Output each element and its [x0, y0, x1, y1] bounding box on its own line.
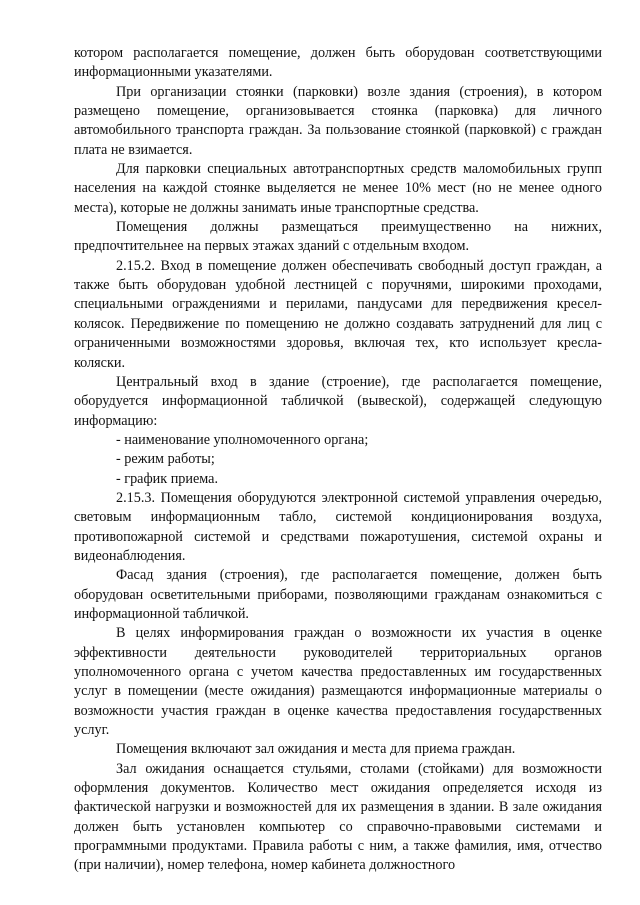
paragraph-2-15-2: 2.15.2. Вход в помещение должен обеспечивать свободный доступ граждан, а также быть оборудован удобной лестницей с поручнями, широкими проходами, специальными ограждениями и перилами, пандусами для передвижения кресел-колясок. Передвижение по помещению не должно создавать затруднений для лиц с ограниченными возможностями здоровья, включая тех, кто использует кресла-коляски. [74, 257, 602, 371]
paragraph-informing: В целях информирования граждан о возможности их участия в оценке эффективности деятельности руководителей территориальных органов уполномоченного органа с учетом качества предоставленных им государственных услуг в помещении (месте ожидания) размещаются информационные материалы о возможности участия граждан в оценке качества предоставления государственных услуг. [74, 625, 602, 739]
paragraph-facade: Фасад здания (строения), где располагается помещение, должен быть оборудован осветительными приборами, позволяющими гражданам ознакомиться с информационной табличкой. [74, 567, 602, 622]
paragraph-parking: При организации стоянки (парковки) возле здания (строения), в котором размещено помещение, организовывается стоянка (парковка) для личного автомобильного транспорта граждан. За пользование стоянкой (парковкой) с граждан плата не взимается. [74, 83, 602, 158]
paragraph-continuation: котором располагается помещение, должен быть оборудован соответствующими информационными указателями. [74, 45, 602, 81]
paragraph-waiting-hall: Зал ожидания оснащается стульями, столами (стойками) для возможности оформления документов. Количество мест ожидания определяется исходя из фактической нагрузки и возможностей для их размещения в здании. В зале ожидания должен быть установлен компьютер со справочно-правовыми системами и программными продуктами. Правила работы с ним, а также фамилия, имя, отчество (при наличии), номер телефона, номер кабинета должностного [74, 760, 602, 874]
paragraph-premises-include: Помещения включают зал ожидания и места для приема граждан. [116, 741, 516, 758]
document-page [74, 44, 602, 876]
list-item: - наименование уполномоченного органа; [116, 431, 369, 448]
paragraph-premises-location: Помещения должны размещаться преимущественно на нижних, предпочтительнее на первых этажах зданий с отдельным входом. [74, 219, 602, 255]
paragraph-central-entrance: Центральный вход в здание (строение), где располагается помещение, оборудуется информационной табличкой (вывеской), содержащей следующую информацию: [74, 373, 602, 429]
paragraph-special-parking: Для парковки специальных автотранспортных средств маломобильных групп населения на каждой стоянке выделяется не менее 10% мест (но не менее одного места), которые не должны занимать иные транспортные средства. [74, 161, 602, 216]
list-item: - график приема. [116, 470, 219, 487]
paragraph-2-15-3: 2.15.3. Помещения оборудуются электронной системой управления очередью, световым информационным табло, системой кондиционирования воздуха, противопожарной системой и средствами пожаротушения, системой охраны и видеонаблюдения. [74, 489, 602, 564]
list-item: - режим работы; [116, 451, 215, 468]
